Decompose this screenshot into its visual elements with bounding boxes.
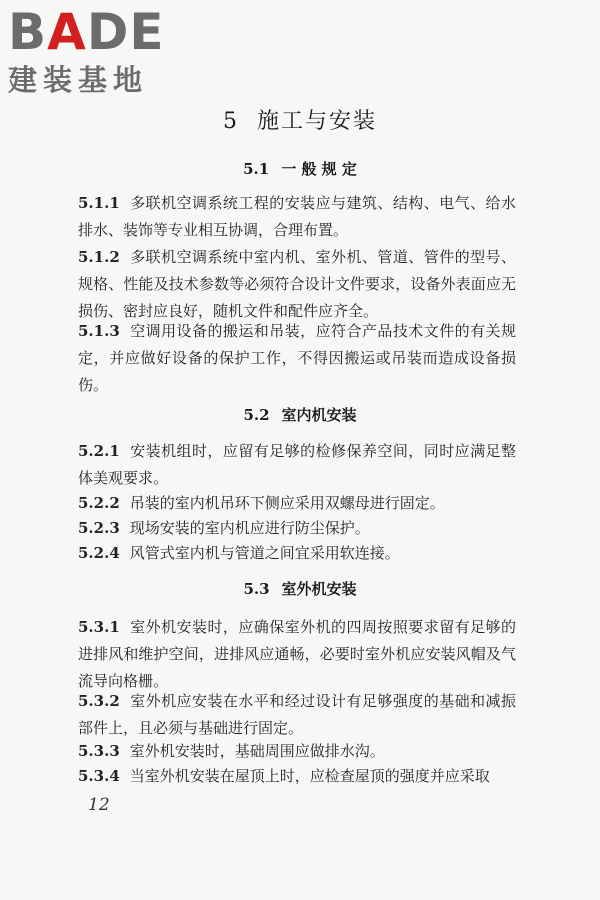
clause-text: 现场安装的室内机应进行防尘保护。 <box>129 519 370 537</box>
section-title-text: 室内机安装 <box>281 406 357 424</box>
clause-number: 5.3.1 <box>78 618 120 636</box>
clause-text: 室外机安装时，应确保室外机的四周按照要求留有足够的进排风和维护空间，进排风应通畅，必要时室外机应安装风帽及气流导向格栅。 <box>78 618 516 690</box>
clause-number: 5.3.4 <box>78 767 120 785</box>
clause-number: 5.1.1 <box>78 194 120 212</box>
section-title <box>0 404 600 425</box>
clause-paragraph <box>78 763 516 790</box>
clause-paragraph <box>78 318 516 399</box>
clause-number: 5.2.1 <box>78 442 120 460</box>
clause-paragraph <box>78 244 516 325</box>
chapter-title <box>0 104 600 135</box>
clause-number: 5.2.3 <box>78 519 120 537</box>
chapter-number: 5 <box>222 109 239 134</box>
clause-text: 空调用设备的搬运和吊装，应符合产品技术文件的有关规定，并应做好设备的保护工作，不得因搬运或吊装而造成设备损伤。 <box>78 322 516 394</box>
clause-paragraph <box>78 490 516 517</box>
clause-text: 多联机空调系统中室内机、室外机、管道、管件的型号、规格、性能及技术参数等必须符合设计文件要求，设备外表面应无损伤、密封应良好，随机文件和配件应齐全。 <box>78 248 516 320</box>
page-number: 12 <box>88 795 110 815</box>
clause-number: 5.2.2 <box>78 494 120 512</box>
clause-text: 室外机应安装在水平和经过设计有足够强度的基础和减振部件上，且必须与基础进行固定。 <box>78 692 516 737</box>
clause-paragraph <box>78 738 516 765</box>
clause-paragraph <box>78 540 516 567</box>
clause-number: 5.3.3 <box>78 742 120 760</box>
clause-text: 室外机安装时，基础周围应做排水沟。 <box>129 742 385 760</box>
section-title-text: 一 般 规 定 <box>281 160 357 178</box>
watermark-latin-text: BADE <box>8 3 165 61</box>
clause-paragraph <box>78 515 516 542</box>
clause-text: 吊装的室内机吊环下侧应采用双螺母进行固定。 <box>129 494 445 512</box>
section-number: 5.1 <box>243 160 270 178</box>
clause-paragraph <box>78 438 516 492</box>
section-title-text: 室外机安装 <box>281 580 357 598</box>
clause-text: 当室外机安装在屋顶上时，应检查屋顶的强度并应采取 <box>129 767 490 785</box>
watermark-cjk-text: 建装基地 <box>8 63 149 97</box>
clause-paragraph <box>78 614 516 695</box>
clause-text: 安装机组时，应留有足够的检修保养空间，同时应满足整体美观要求。 <box>78 442 516 487</box>
section-number: 5.3 <box>243 580 270 598</box>
clause-number: 5.1.2 <box>78 248 120 266</box>
chapter-title-text: 施工与安装 <box>256 109 377 134</box>
clause-number: 5.3.2 <box>78 692 120 710</box>
clause-paragraph <box>78 688 516 742</box>
section-title <box>0 578 600 599</box>
clause-number: 5.1.3 <box>78 322 120 340</box>
clause-text: 多联机空调系统工程的安装应与建筑、结构、电气、给水排水、装饰等专业相互协调，合理布置。 <box>78 194 516 239</box>
clause-paragraph <box>78 190 516 244</box>
section-title <box>0 158 600 179</box>
clause-number: 5.2.4 <box>78 544 120 562</box>
clause-text: 风管式室内机与管道之间宜采用软连接。 <box>129 544 400 562</box>
section-number: 5.2 <box>243 406 270 424</box>
